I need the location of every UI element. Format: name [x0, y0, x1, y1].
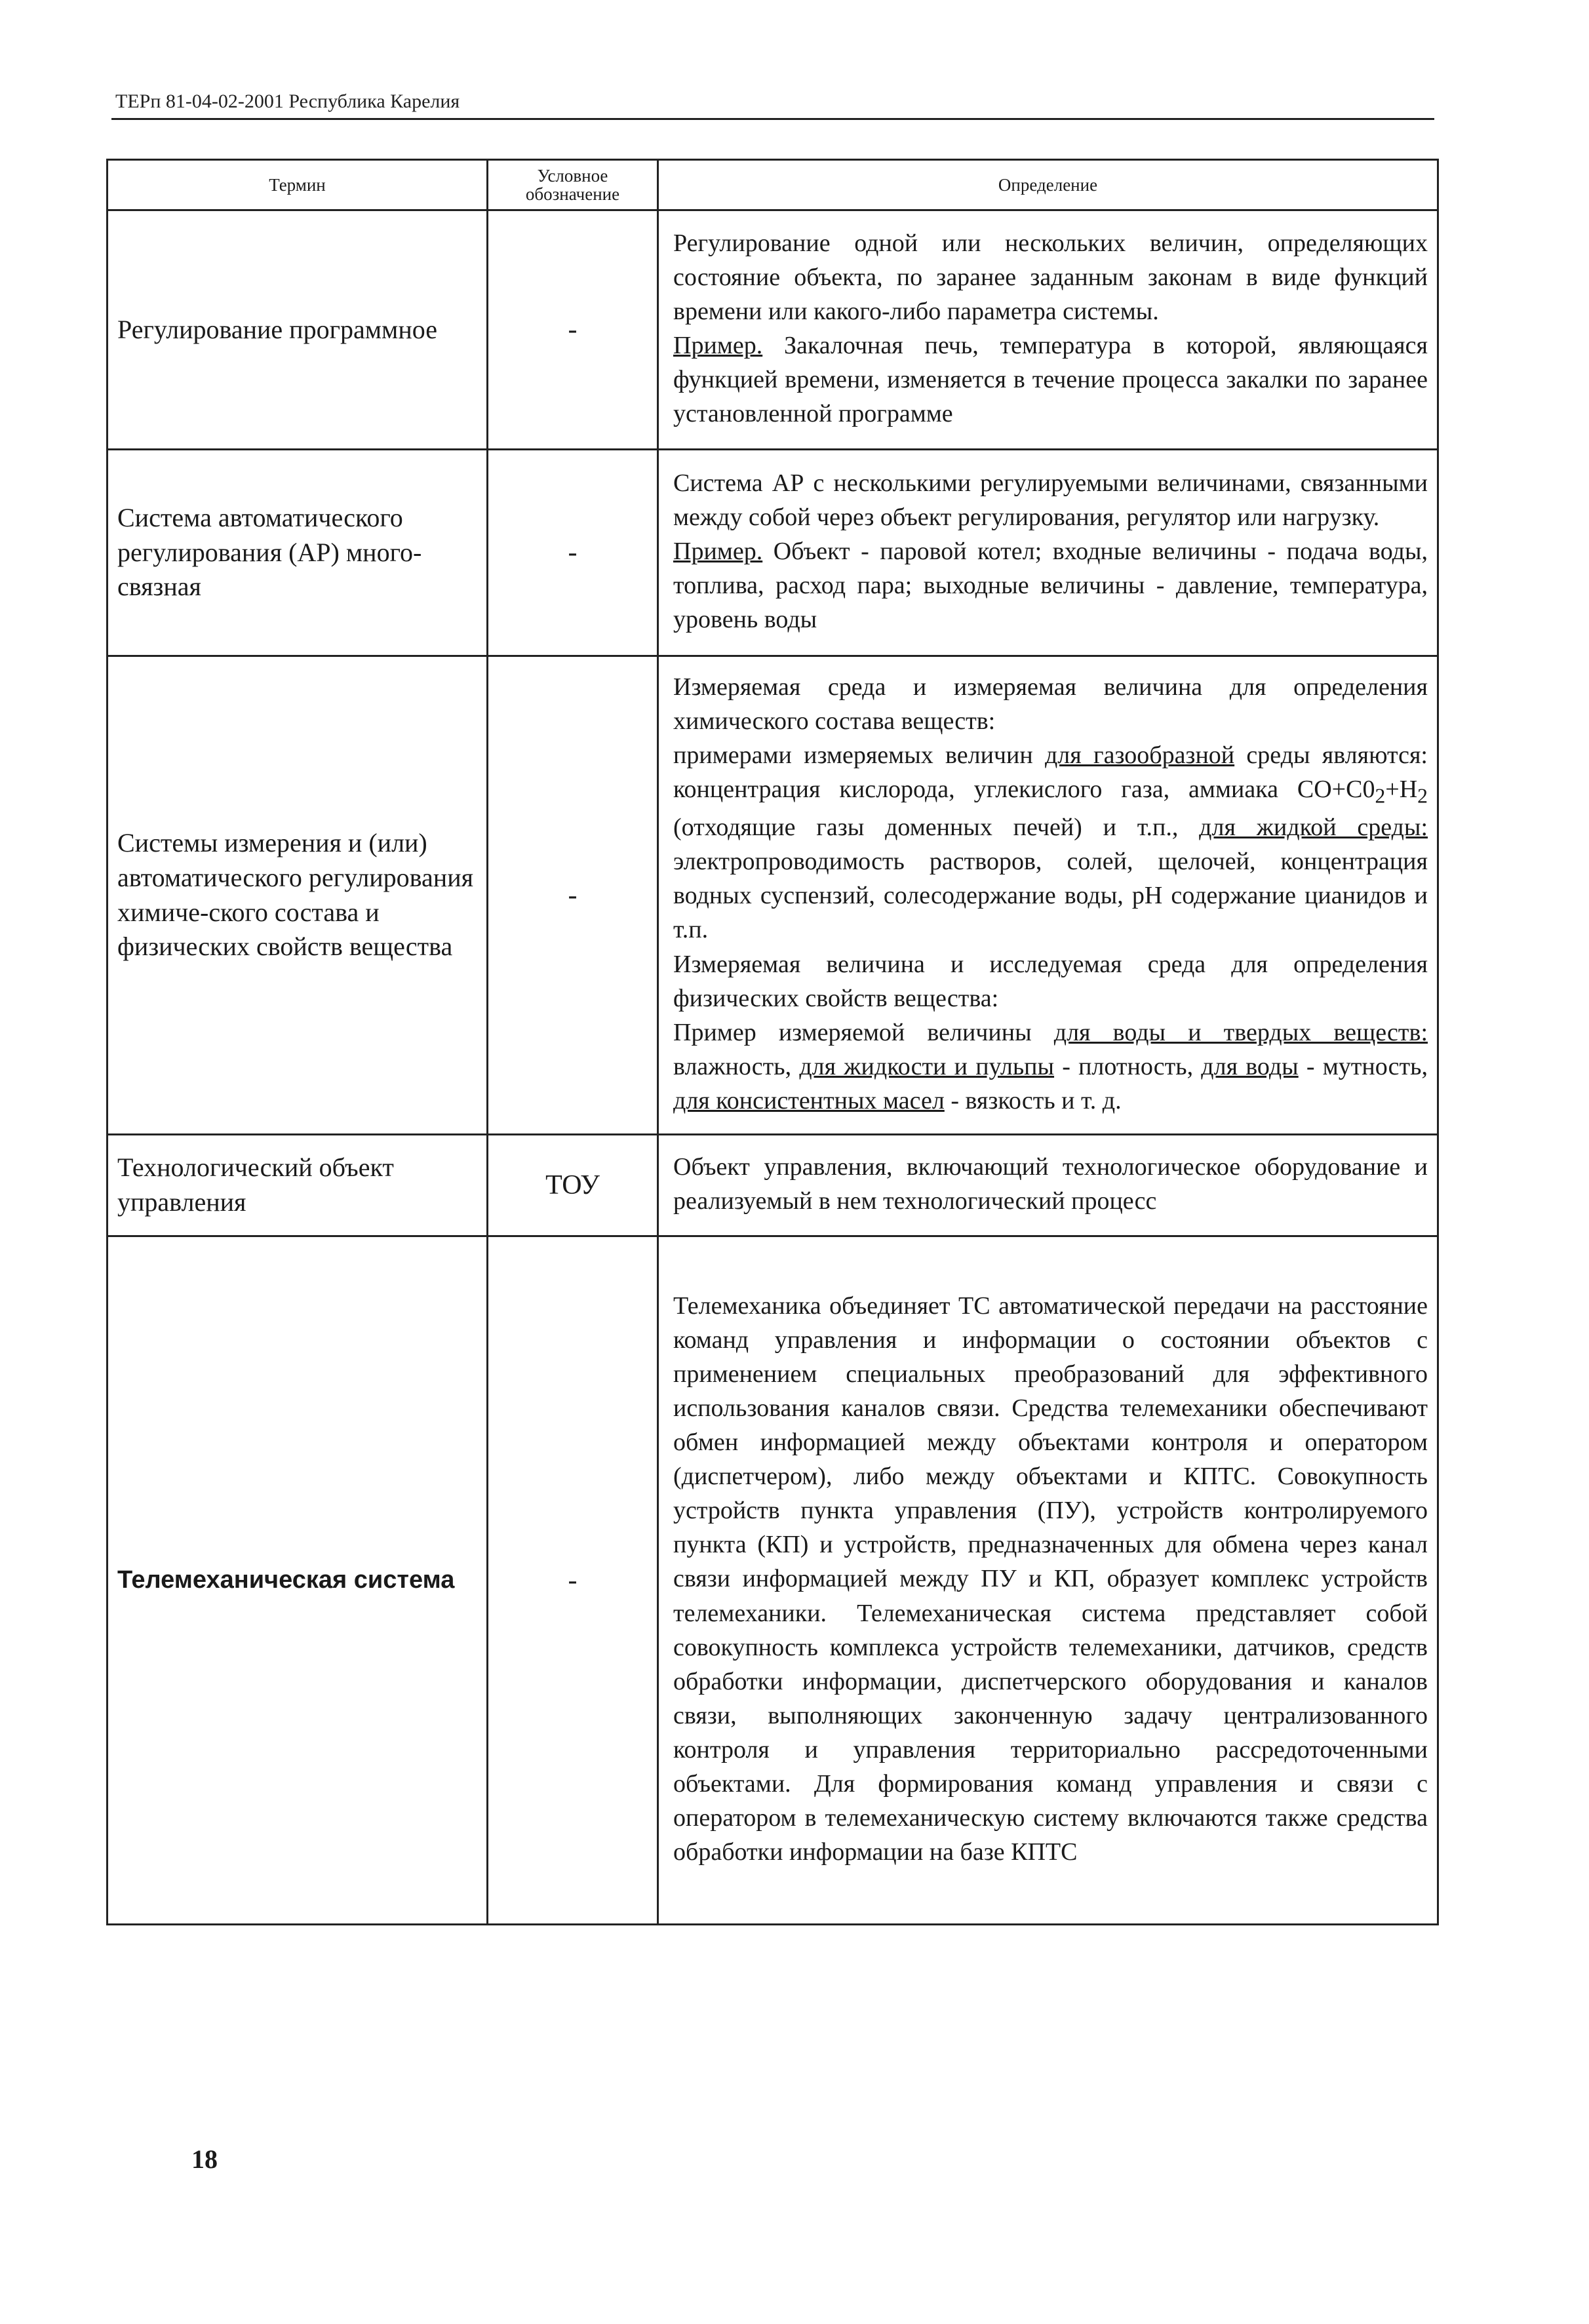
- text-run: - вязкость и т. д.: [944, 1086, 1122, 1114]
- definition-text: Объект управления, включающий технологическое оборудование и реализуемый в нем технологический процесс: [673, 1152, 1428, 1215]
- header-rule: [111, 118, 1434, 120]
- document-header: ТЕРп 81-04-02-2001 Республика Карелия: [115, 90, 460, 112]
- symbol-cell: -: [488, 656, 658, 1135]
- term-cell: Системы измерения и (или) автоматического регулирования химиче-ского состава и физических свойств вещества: [108, 656, 488, 1135]
- underlined-text: для консистентных масел: [673, 1086, 945, 1114]
- term-cell: Система автоматического регулирования (АР) много-связная: [108, 450, 488, 656]
- definition-cell: [658, 210, 1438, 450]
- definition-cell: [658, 656, 1438, 1135]
- definition-text: Телемеханика объединяет ТС автоматической передачи на расстояние команд управления и информации о состоянии объектов с применением специальных преобразований для эффективного использования каналов связи. Средства телемеханики обеспечивают обмен информацией между объектами контроля и оператором (диспетчером), либо между объектами и КПТС. Совокупность устройств пункта управления (ПУ), устройств контролируемого пункта (КП) и устройств, предназначенных для обмена через канал связи информацией между ПУ и КП, образует комплекс устройств телемеханики. Телемеханическая система представляет собой совокупность комплекса устройств телемеханики, датчиков, средств обработки информации, диспетчерского оборудования и каналов связи, выполняющих законченную задачу централизованного контроля и управления территориально рассредоточенными объектами. Для формирования команд управления и связи с оператором в телемеханическую систему включаются также средства обработки информации на базе КПТС: [673, 1292, 1428, 1866]
- text-run: электропроводимость растворов, солей, щелочей, концентрация водных суспензий, солесодержание воды, pH содержание цианидов и т.п.: [673, 848, 1428, 944]
- underlined-text: для жидкой среды:: [1199, 814, 1428, 842]
- text-run: влажность,: [673, 1052, 800, 1080]
- term-cell: Технологический объект управления: [108, 1135, 488, 1236]
- symbol-cell: -: [488, 210, 658, 450]
- table-row: [108, 1135, 1438, 1236]
- underlined-text: для воды и твердых веществ:: [1053, 1018, 1428, 1046]
- definition-cell: [658, 1135, 1438, 1236]
- table-row: [108, 656, 1438, 1135]
- definition-paragraph: Измеряемая среда и измеряемая величина для определения химического состава веществ:: [673, 673, 1428, 736]
- example-text: Закалочная печь, температура в которой, являющаяся функцией времени, изменяется в течение процесса закалки по заранее установленной программе: [673, 332, 1428, 428]
- subscript: 2: [1375, 784, 1386, 808]
- table-row: [108, 210, 1438, 450]
- symbol-cell: ТОУ: [488, 1135, 658, 1236]
- text-run: Пример измеряемой величины: [673, 1018, 1054, 1046]
- symbol-cell: -: [488, 450, 658, 656]
- symbol-cell: -: [488, 1236, 658, 1925]
- terms-table: [106, 159, 1439, 1925]
- definition-paragraph: [673, 738, 1428, 947]
- definition-paragraph: [673, 1015, 1428, 1118]
- definition-cell: [658, 1236, 1438, 1925]
- text-run: (отходящие газы доменных печей) и т.п.,: [673, 814, 1200, 842]
- underlined-text: для воды: [1201, 1052, 1299, 1080]
- definition-text: Регулирование одной или нескольких величин, определяющих состояние объекта, по заранее заданным законам в виде функций времени или какого-либо параметра системы.: [673, 229, 1428, 325]
- table-row: [108, 450, 1438, 656]
- definition-paragraph: Измеряемая величина и исследуемая среда для определения физических свойств вещества:: [673, 950, 1428, 1012]
- column-header-symbol: Условное обозначение: [488, 160, 658, 210]
- underlined-text: для газообразной: [1044, 741, 1235, 770]
- underlined-text: для жидкости и пульпы: [799, 1052, 1055, 1080]
- text-run: - мутность,: [1298, 1052, 1428, 1080]
- text-run: среды являются: концентрация кислорода, углекислого газа, аммиака CO+C0: [673, 741, 1428, 804]
- example-label: Пример.: [673, 537, 763, 565]
- table-row: [108, 1236, 1438, 1925]
- definition-cell: [658, 450, 1438, 656]
- page-number: 18: [191, 2144, 218, 2174]
- term-cell: Телемеханическая система: [108, 1236, 488, 1925]
- text-run: - плотность,: [1054, 1052, 1202, 1080]
- definition-text: Система АР с несколькими регулируемыми величинами, связанными между собой через объект регулирования, регулятор или нагрузку.: [673, 469, 1428, 531]
- text-run: +H: [1385, 776, 1418, 804]
- table-header-row: [108, 160, 1438, 210]
- term-cell: Регулирование программное: [108, 210, 488, 450]
- column-header-term: Термин: [108, 160, 488, 210]
- column-header-definition: Определение: [658, 160, 1438, 210]
- example-text: Объект - паровой котел; входные величины - подача воды, топлива, расход пара; выходные величины - давление, температура, уровень воды: [673, 537, 1428, 634]
- subscript: 2: [1417, 784, 1428, 808]
- example-label: Пример.: [673, 332, 763, 359]
- text-run: примерами измеряемых величин: [673, 741, 1045, 770]
